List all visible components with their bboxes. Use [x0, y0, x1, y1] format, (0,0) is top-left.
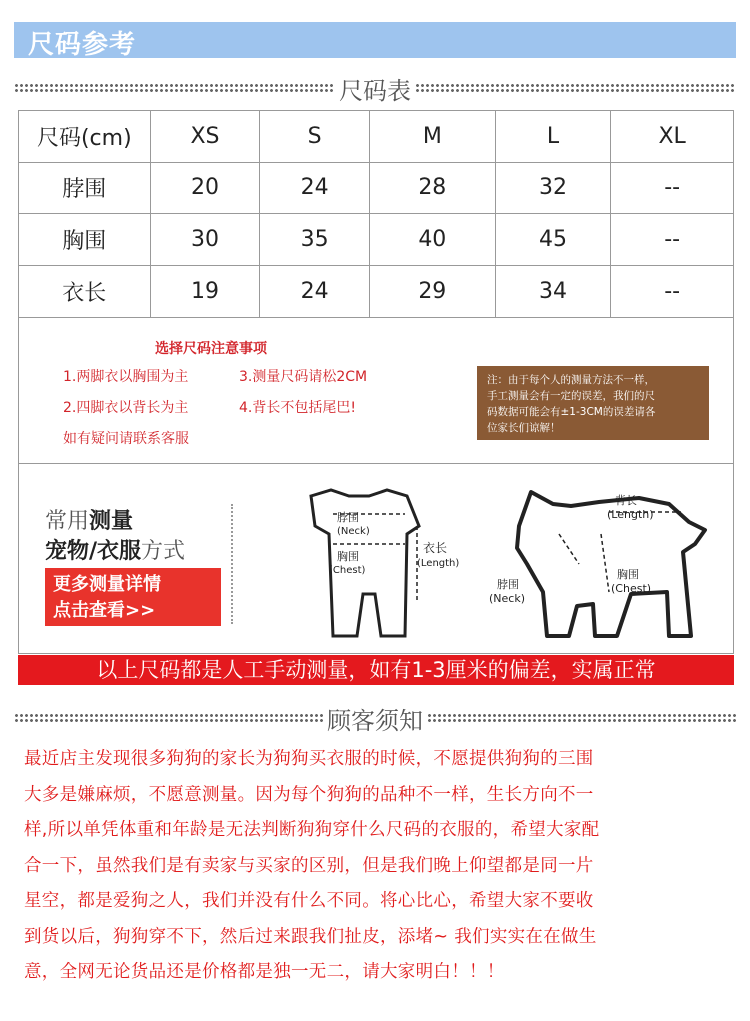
column-header: S [260, 111, 370, 162]
size-table [18, 110, 734, 318]
table-cell: 24 [260, 266, 370, 318]
notice-line: 大多是嫌麻烦，不愿意测量。因为每个狗狗的品种不一样，生长方向不一 [24, 784, 594, 805]
measurement-guide [18, 464, 734, 654]
guide-title-line2: 宠物/衣服方式 [45, 539, 186, 564]
cloth-length-en: (Length) [417, 558, 460, 569]
column-header: XL [658, 123, 686, 149]
contact-service-text: 如有疑问请联系客服 [63, 431, 189, 447]
clothing-outline-icon [311, 490, 419, 636]
table-row [19, 214, 733, 266]
note-tip: 2.四脚衣以背长为主 [63, 400, 189, 416]
customer-notice-header: 顾客须知 [327, 706, 423, 735]
table-cell: 32 [496, 163, 612, 214]
row-label: 衣长 [19, 266, 151, 318]
cloth-chest-en: (Chest) [329, 565, 366, 576]
table-cell: 30 [151, 214, 261, 265]
size-table-divider [14, 74, 736, 105]
table-cell: -- [664, 226, 681, 252]
table-cell: 35 [260, 214, 370, 265]
dog-neck-label: 脖围 [497, 578, 519, 591]
size-table-header: 尺码表 [339, 76, 411, 105]
notice-line: 样,所以单凭体重和年龄是无法判断狗狗穿什么尺码的衣服的，希望大家配 [24, 820, 600, 840]
table-cell: 34 [496, 266, 612, 318]
table-cell: 29 [370, 266, 496, 318]
notice-line: 合一下，虽然我们是有卖家与买家的区别，但是我们晚上仰望都是同一片 [24, 855, 594, 876]
guide-title-line1: 常用测量 [45, 509, 134, 534]
table-cell: -- [664, 175, 681, 201]
column-header: M [370, 111, 496, 162]
cloth-neck-label: 脖围 [337, 511, 359, 524]
size-reference-banner [14, 22, 736, 58]
dog-back-label: 背长 [615, 494, 637, 507]
table-cell: 28 [370, 163, 496, 214]
dog-back-en: (Length) [607, 508, 654, 521]
error-disclaimer-box: 注：由于每个人的测量方法不一样， 手工测量会有一定的误差，我们的尺 码数据可能会有±1-3CM的误差请各 位家长们谅解！ [477, 366, 709, 440]
measurement-illustration [19, 464, 735, 654]
column-header: XS [151, 111, 261, 162]
notice-line: 星空，都是爱狗之人，我们并没有什么不同。将心比心，希望大家不要收 [24, 891, 594, 911]
table-cell: 45 [496, 214, 612, 265]
cloth-chest-label: 胸围 [337, 550, 359, 563]
table-cell: 19 [151, 266, 261, 318]
table-header-row [19, 111, 733, 163]
notice-line: 最近店主发现很多狗狗的家长为狗狗买衣服的时候，不愿提供狗狗的三围 [24, 749, 594, 769]
table-row [19, 266, 733, 318]
notice-line: 到货以后，狗狗穿不下，然后过来跟我们扯皮，添堵~ 我们实实在在做生 [24, 926, 597, 947]
row-label: 胸围 [19, 214, 151, 265]
banner-title: 尺码参考 [28, 30, 137, 60]
note-tip: 1.两脚衣以胸围为主 [63, 369, 189, 385]
note-tip: 4.背长不包括尾巴! [239, 400, 356, 416]
dog-chest-label: 胸围 [617, 568, 639, 581]
customer-notice-divider [14, 704, 736, 735]
customer-notice-text [24, 742, 734, 991]
more-measure-details-button[interactable]: 更多测量详情 点击查看>> [45, 568, 221, 626]
row-label: 脖围 [19, 163, 151, 214]
table-cell: 20 [151, 163, 261, 214]
column-header: 尺码(cm) [19, 111, 151, 162]
dog-chest-en: (Chest) [611, 582, 652, 595]
note-tip: 3.测量尺码请松2CM [239, 369, 368, 385]
notice-line: 意，全网无论货品还是价格都是独一无二，请大家明白！！！ [24, 962, 505, 982]
notes-title: 选择尺码注意事项 [155, 341, 267, 357]
column-header: L [496, 111, 612, 162]
table-row [19, 163, 733, 215]
measurement-warning-banner: 以上尺码都是人工手动测量，如有1-3厘米的偏差，实属正常 [18, 655, 734, 685]
dog-neck-en: (Neck) [489, 592, 525, 605]
cloth-neck-en: (Neck) [337, 526, 370, 537]
table-cell: 40 [370, 214, 496, 265]
size-notes-panel [18, 316, 734, 464]
table-cell: 24 [260, 163, 370, 214]
table-cell: -- [664, 278, 681, 304]
cloth-length-label: 衣长 [423, 541, 448, 555]
